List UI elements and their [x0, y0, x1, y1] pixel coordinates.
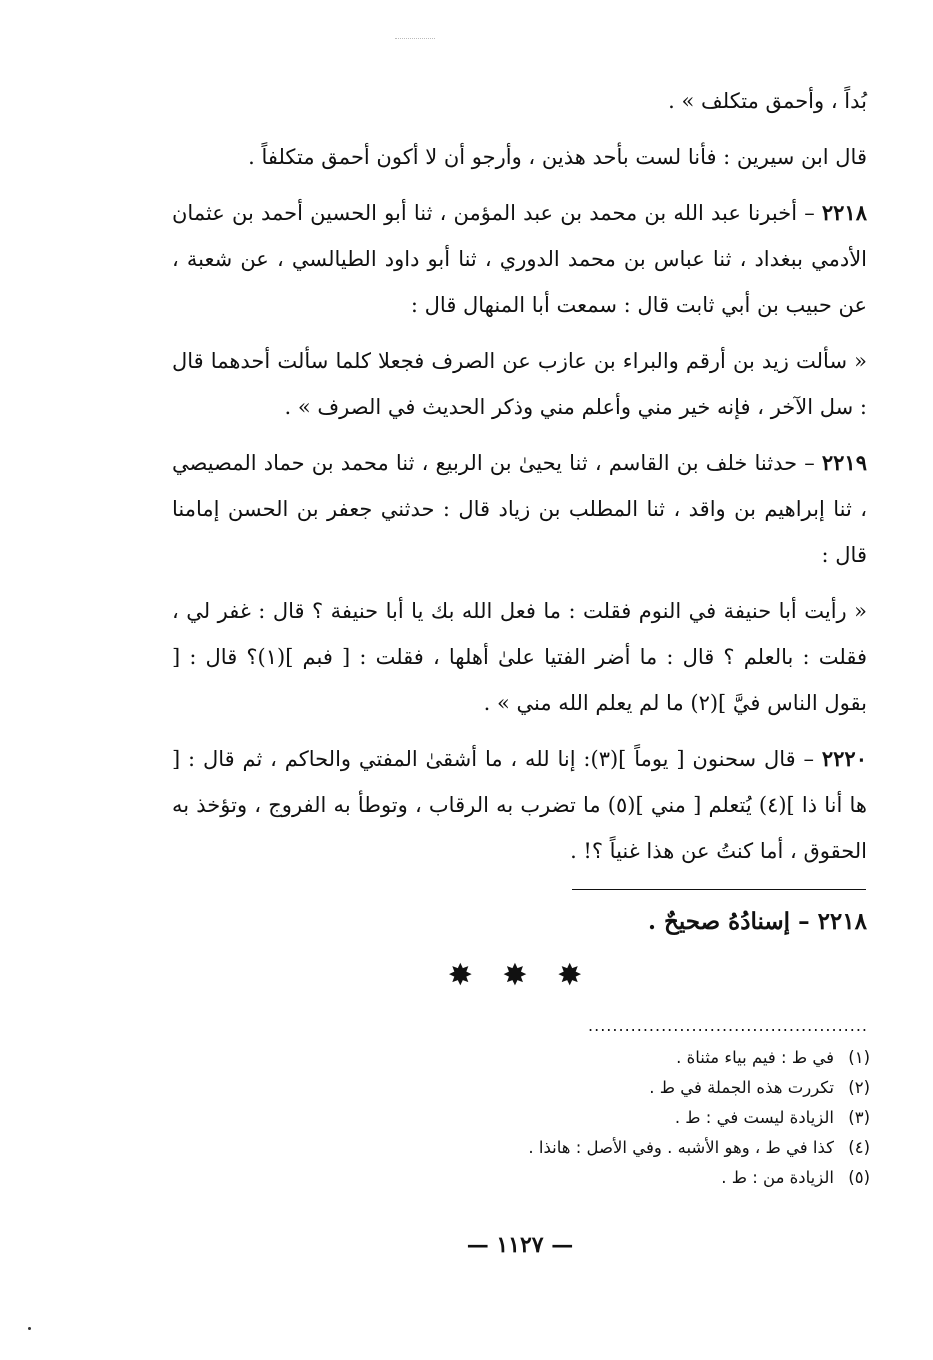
section-separator-stars: ✸ ✸ ✸	[447, 958, 593, 993]
footnote-item: (٣) الزيادة ليست في : ط .	[674, 1108, 870, 1127]
dotted-separator: ..............................................	[588, 1016, 868, 1035]
hadith-number: ٢٢١٨	[821, 200, 867, 225]
hadith-2220: ٢٢٢٠ – قال سحنون [ يوماً ](٣): إنا لله ، ما أشقىٰ المفتي والحاكم ، ثم قال : [ ها أنا ذا ](٤) يُتعلم [ مني ](٥) ما تضرب به الرقاب ، وتوطأ به الفروج ، وتؤخذ به الحقوق ، أما كنتُ عن هذا غنياً ؟! .	[172, 746, 867, 863]
main-text	[172, 78, 867, 884]
scan-mark	[395, 38, 435, 39]
hadith-2218-matn: « سألت زيد بن أرقم والبراء بن عازب عن الصرف فجعلا كلما سألت أحدهما قال : سل الآخر ، فإنه خير مني وأعلم مني وذكر الحديث في الصرف » .	[172, 349, 867, 419]
hadith-2218: ٢٢١٨ – أخبرنا عبد الله بن محمد بن عبد المؤمن ، ثنا أبو الحسين أحمد بن عثمان الأدمي ببغداد ، ثنا عباس بن محمد الدوري ، ثنا أبو داود الطيالسي ، عن شعبة ، عن حبيب بن أبي ثابت قال : سمعت أبا المنهال قال :	[172, 200, 867, 317]
footnote-item: (٥) الزيادة من : ط .	[721, 1168, 870, 1187]
footnote-item: (٤) كذا في ط ، وهو الأشبه . وفي الأصل : هانذا .	[528, 1138, 870, 1157]
footnote-item: (٢) تكررت هذه الجملة في ط .	[649, 1078, 870, 1097]
hadith-2219: ٢٢١٩ – حدثنا خلف بن القاسم ، ثنا يحيىٰ بن الربيع ، ثنا محمد بن حماد المصيصي ، ثنا إبراهيم بن واقد ، ثنا المطلب بن زياد قال : حدثني جعفر بن الحسن إمامنا قال :	[172, 450, 867, 567]
paragraph-ibn-sirin: قال ابن سيرين : فأنا لست بأحد هذين ، وأرجو أن لا أكون أحمق متكلفاً .	[248, 145, 867, 169]
hadith-number: ٢٢٢٠	[821, 746, 867, 771]
scan-speck	[28, 1327, 31, 1330]
footnote-item: (١) في ط : فيم بياء مثناة .	[676, 1048, 870, 1067]
isnad-grading: ٢٢١٨ – إسنادُهُ صحيحٌ .	[647, 908, 867, 935]
paragraph-continuation: بُداً ، وأحمق متكلف » .	[668, 89, 867, 113]
footnote-divider	[572, 889, 866, 890]
footnotes	[420, 1043, 870, 1193]
page-number: — ١١٢٧ —	[466, 1232, 574, 1258]
hadith-2219-matn: « رأيت أبا حنيفة في النوم فقلت : ما فعل الله بك يا أبا حنيفة ؟ قال : غفر لي ، فقلت : بالعلم ؟ قال : ما أضر الفتيا علىٰ أهلها ، فقلت : [ فبم ](١)؟ قال : [ بقول الناس فيَّ ](٢) ما لم يعلم الله مني » .	[172, 599, 867, 715]
hadith-number: ٢٢١٩	[821, 450, 867, 475]
